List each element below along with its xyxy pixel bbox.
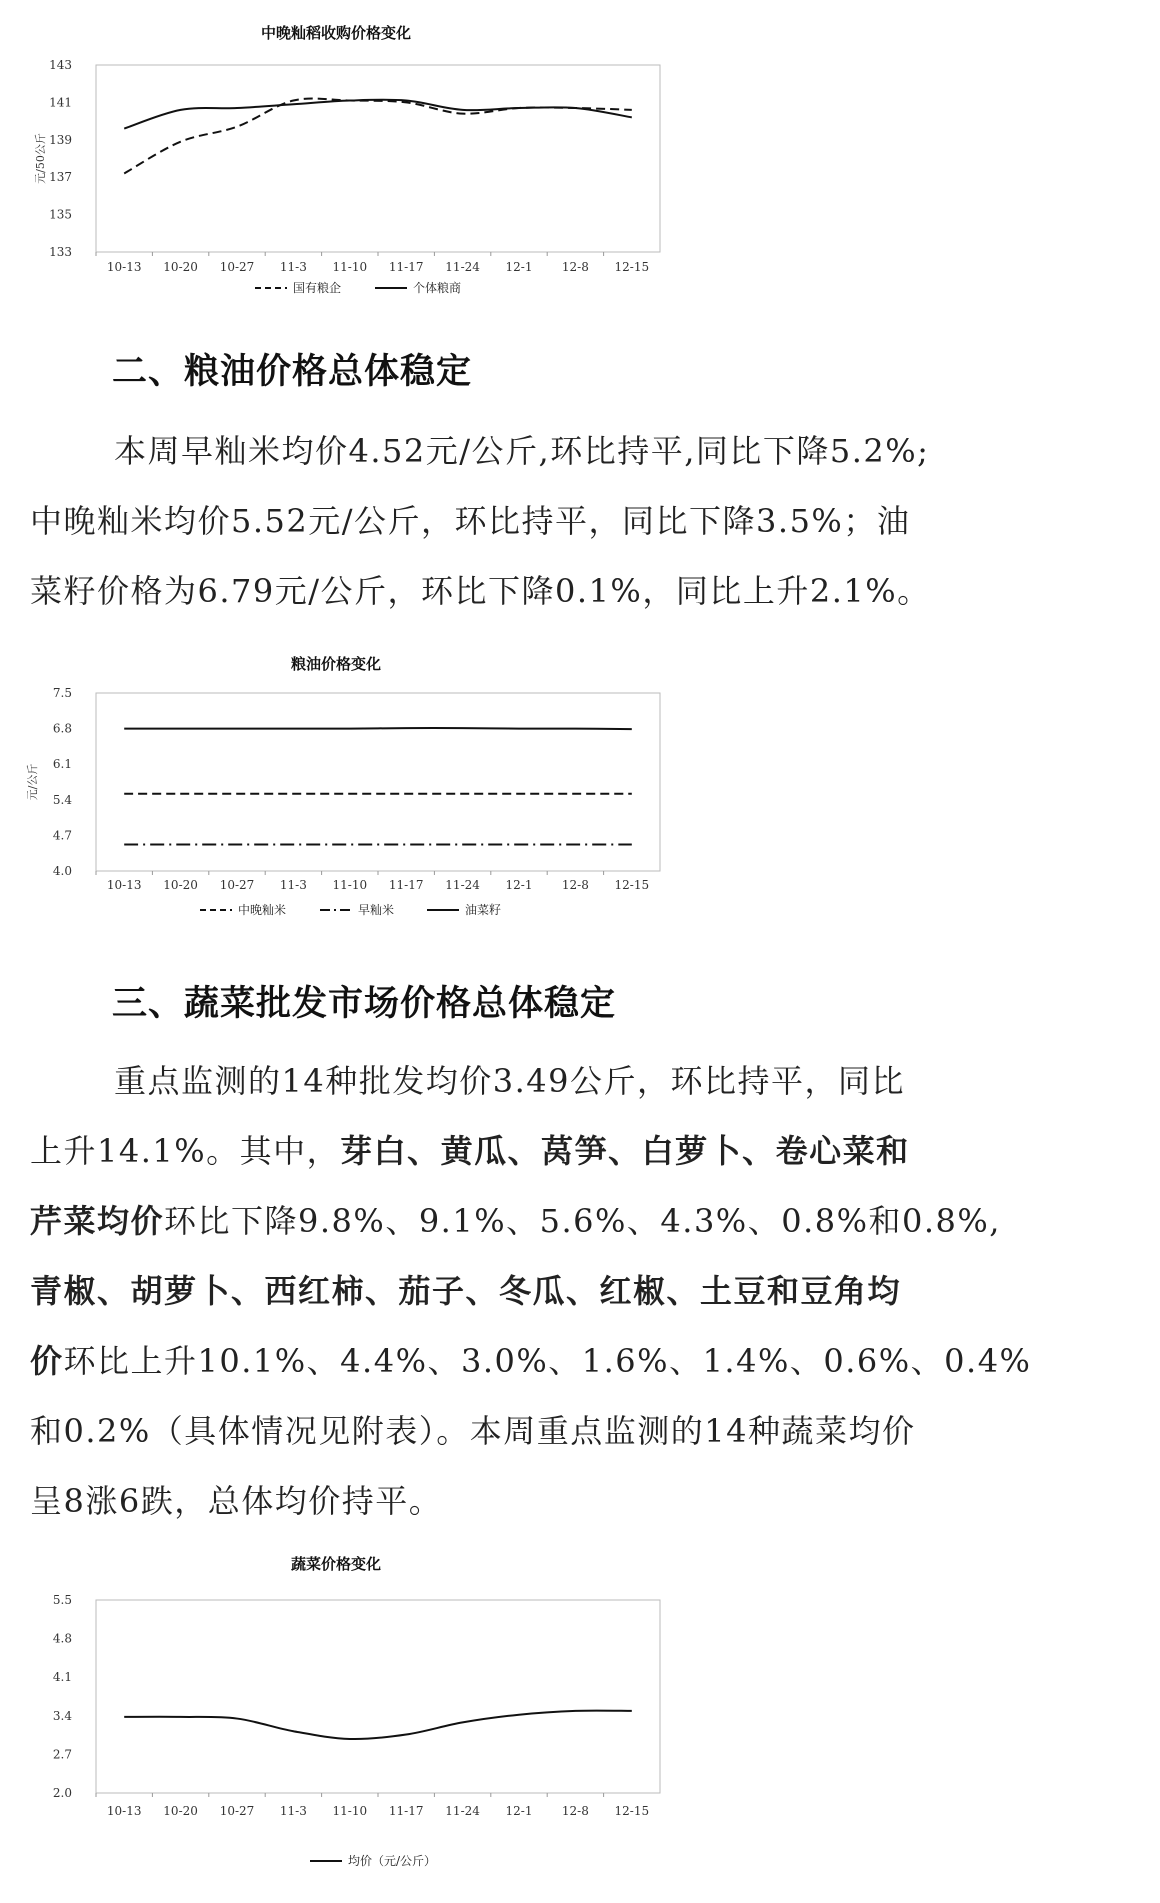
vegetable-chart-svg xyxy=(0,1545,700,1903)
x-tick-label: 12-15 xyxy=(614,878,650,892)
legend-label: 均价（元/公斤） xyxy=(348,1854,437,1868)
chart-title: 蔬菜价格变化 xyxy=(290,1555,382,1573)
x-tick-label: 10-13 xyxy=(106,260,142,274)
vegetables-paragraph xyxy=(30,1046,1140,1536)
x-tick-label: 11-10 xyxy=(332,878,368,892)
y-tick-label: 3.4 xyxy=(52,1708,72,1723)
x-tick-label: 11-10 xyxy=(332,260,368,274)
veg-line-2: 上升14.1%。其中，芽白、黄瓜、莴笋、白萝卜、卷心菜和 xyxy=(30,1132,910,1170)
x-tick-label: 12-15 xyxy=(614,260,650,274)
veg-line-3: 芹菜均价环比下降9.8%、9.1%、5.6%、4.3%、0.8%和0.8%, xyxy=(30,1202,1001,1240)
y-tick-label: 133 xyxy=(49,245,72,259)
section-heading-grain-oil: 二、粮油价格总体稳定 xyxy=(112,352,473,392)
veg-line-7: 呈8涨6跌，总体均价持平。 xyxy=(30,1482,443,1520)
y-tick-label: 143 xyxy=(49,58,72,72)
x-tick-label: 11-24 xyxy=(445,1804,480,1818)
chart-title: 粮油价格变化 xyxy=(290,655,382,673)
legend-label: 中晚籼米 xyxy=(238,903,287,917)
x-tick-label: 12-8 xyxy=(561,260,589,274)
veg-line-1: 重点监测的14种批发均价3.49公斤，环比持平，同比 xyxy=(114,1062,905,1100)
x-tick-label: 11-17 xyxy=(388,878,424,892)
y-tick-label: 2.0 xyxy=(52,1786,72,1800)
x-tick-label: 11-24 xyxy=(445,878,480,892)
x-tick-label: 10-20 xyxy=(163,878,198,892)
y-tick-label: 137 xyxy=(49,170,72,185)
x-tick-label: 12-8 xyxy=(561,1804,589,1818)
y-tick-label: 4.8 xyxy=(52,1631,72,1646)
x-tick-label: 11-17 xyxy=(388,260,424,274)
y-tick-label: 141 xyxy=(49,95,72,110)
x-tick-label: 11-3 xyxy=(279,878,307,892)
legend-label: 国有粮企 xyxy=(293,281,342,295)
y-tick-label: 7.5 xyxy=(52,686,72,700)
x-tick-label: 10-27 xyxy=(219,1804,255,1818)
x-tick-label: 10-27 xyxy=(219,260,255,274)
plot-area xyxy=(96,65,660,252)
y-tick-label: 4.1 xyxy=(52,1670,72,1685)
plot-area xyxy=(96,1600,660,1793)
x-tick-label: 11-17 xyxy=(388,1804,424,1818)
x-tick-label: 11-3 xyxy=(279,1804,307,1818)
series-line-0 xyxy=(124,1711,632,1739)
section-heading-vegetables: 三、蔬菜批发市场价格总体稳定 xyxy=(112,984,617,1024)
chart-title: 中晚籼稻收购价格变化 xyxy=(260,24,412,42)
y-tick-label: 5.4 xyxy=(52,792,72,807)
y-axis-label: 元/50公斤 xyxy=(34,133,47,184)
veg-line-6: 和0.2%（具体情况见附表）。本周重点监测的14种蔬菜均价 xyxy=(30,1412,916,1450)
series-line-1 xyxy=(124,100,632,129)
x-tick-label: 12-15 xyxy=(614,1804,650,1818)
x-tick-label: 10-27 xyxy=(219,878,255,892)
x-tick-label: 10-13 xyxy=(106,1804,142,1818)
vegetable-chart xyxy=(0,1545,700,1903)
x-tick-label: 11-24 xyxy=(445,260,480,274)
grain-oil-paragraph xyxy=(30,416,1140,626)
legend-label: 个体粮商 xyxy=(413,281,462,295)
x-tick-label: 11-3 xyxy=(279,260,307,274)
grain-oil-line-3: 菜籽价格为6.79元/公斤，环比下降0.1%，同比上升2.1%。 xyxy=(30,572,931,610)
grain-oil-chart xyxy=(0,645,700,935)
legend-label: 早籼米 xyxy=(358,903,395,917)
rice-purchase-chart xyxy=(0,0,700,310)
y-axis-label: 元/公斤 xyxy=(26,763,39,801)
x-tick-label: 10-20 xyxy=(163,1804,198,1818)
series-line-0 xyxy=(124,99,632,174)
x-tick-label: 11-10 xyxy=(332,1804,368,1818)
x-tick-label: 12-1 xyxy=(505,1804,533,1818)
y-tick-label: 4.7 xyxy=(52,828,72,843)
series-line-2 xyxy=(124,728,632,729)
y-tick-label: 6.8 xyxy=(52,721,72,736)
x-tick-label: 10-13 xyxy=(106,878,142,892)
x-tick-label: 10-20 xyxy=(163,260,198,274)
grain-oil-line-2: 中晚籼米均价5.52元/公斤，环比持平，同比下降3.5%；油 xyxy=(30,502,911,540)
rice-purchase-chart-svg xyxy=(0,0,700,310)
y-tick-label: 135 xyxy=(49,207,72,222)
veg-line-5: 价环比上升10.1%、4.4%、3.0%、1.6%、1.4%、0.6%、0.4% xyxy=(30,1342,1032,1380)
legend-label: 油菜籽 xyxy=(465,903,502,917)
x-tick-label: 12-1 xyxy=(505,878,533,892)
x-tick-label: 12-1 xyxy=(505,260,533,274)
grain-oil-chart-svg xyxy=(0,645,700,935)
y-tick-label: 2.7 xyxy=(52,1747,72,1762)
y-tick-label: 5.5 xyxy=(52,1593,72,1607)
veg-line-4: 青椒、胡萝卜、西红柿、茄子、冬瓜、红椒、土豆和豆角均 xyxy=(30,1272,902,1310)
y-tick-label: 6.1 xyxy=(52,757,72,772)
y-tick-label: 139 xyxy=(49,132,72,147)
x-tick-label: 12-8 xyxy=(561,878,589,892)
y-tick-label: 4.0 xyxy=(52,864,72,878)
grain-oil-line-1: 本周早籼米均价4.52元/公斤,环比持平,同比下降5.2%; xyxy=(114,432,930,470)
